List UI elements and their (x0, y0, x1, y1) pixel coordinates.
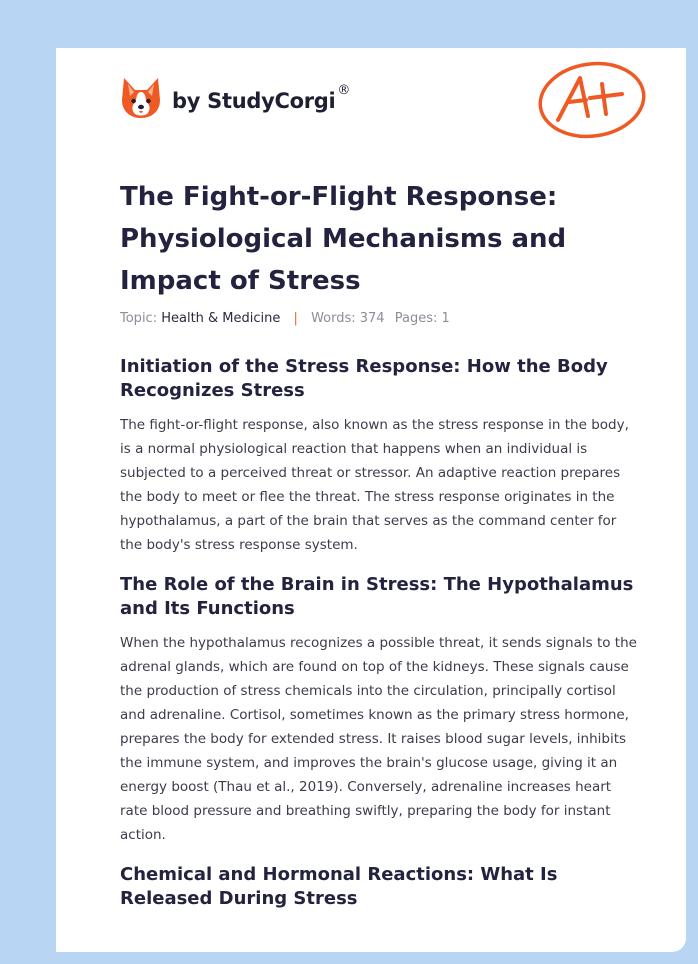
section-heading: Initiation of the Stress Response: How the Body Recognizes Stress (120, 356, 608, 401)
page-count: Pages: 1 (394, 311, 450, 326)
document-meta (120, 311, 450, 326)
meta-separator: | (293, 311, 298, 326)
topic-link[interactable]: Health & Medicine (161, 311, 281, 326)
corgi-icon (120, 76, 162, 120)
studycorgi-logo[interactable] (120, 76, 350, 120)
document-title: The Fight-or-Flight Response: Physiological Mechanisms and Impact of Stress (120, 182, 567, 296)
section-paragraph: When the hypothalamus recognizes a possible threat, it sends signals to the adrenal glands, which are found on top of the kidneys. These signals cause the production of stress chemicals into the circulation, principally cortisol and adrenaline. Cortisol, sometimes known as the primary stress hormone, prepares the body for extended stress. It raises blood sugar levels, inhibits the immune system, and improves the brain's glucose usage, giving it an energy boost (Thau et al., 2019). Conversely, adrenaline increases heart rate blood pressure and breathing swiftly, preparing the body for instant action. (120, 635, 637, 843)
registered-mark: ® (337, 83, 351, 98)
a-plus-grade-stamp (536, 58, 650, 142)
section-heading: The Role of the Brain in Stress: The Hypothalamus and Its Functions (120, 574, 634, 619)
document-body (120, 355, 640, 911)
topic-label: Topic: (120, 311, 158, 326)
brand-name: by StudyCorgi (172, 89, 336, 113)
section-heading: Chemical and Hormonal Reactions: What Is Released During Stress (120, 864, 558, 909)
document-card (56, 48, 686, 952)
section-paragraph: The fight-or-flight response, also known as the stress response in the body, is a normal physiological reaction that happens when an individual is subjected to a perceived threat or stressor. An adaptive reaction prepares the body to meet or flee the threat. The stress response originates in the hypothalamus, a part of the brain that serves as the command center for the body's stress response system. (120, 417, 629, 553)
word-count: Words: 374 (311, 311, 385, 326)
